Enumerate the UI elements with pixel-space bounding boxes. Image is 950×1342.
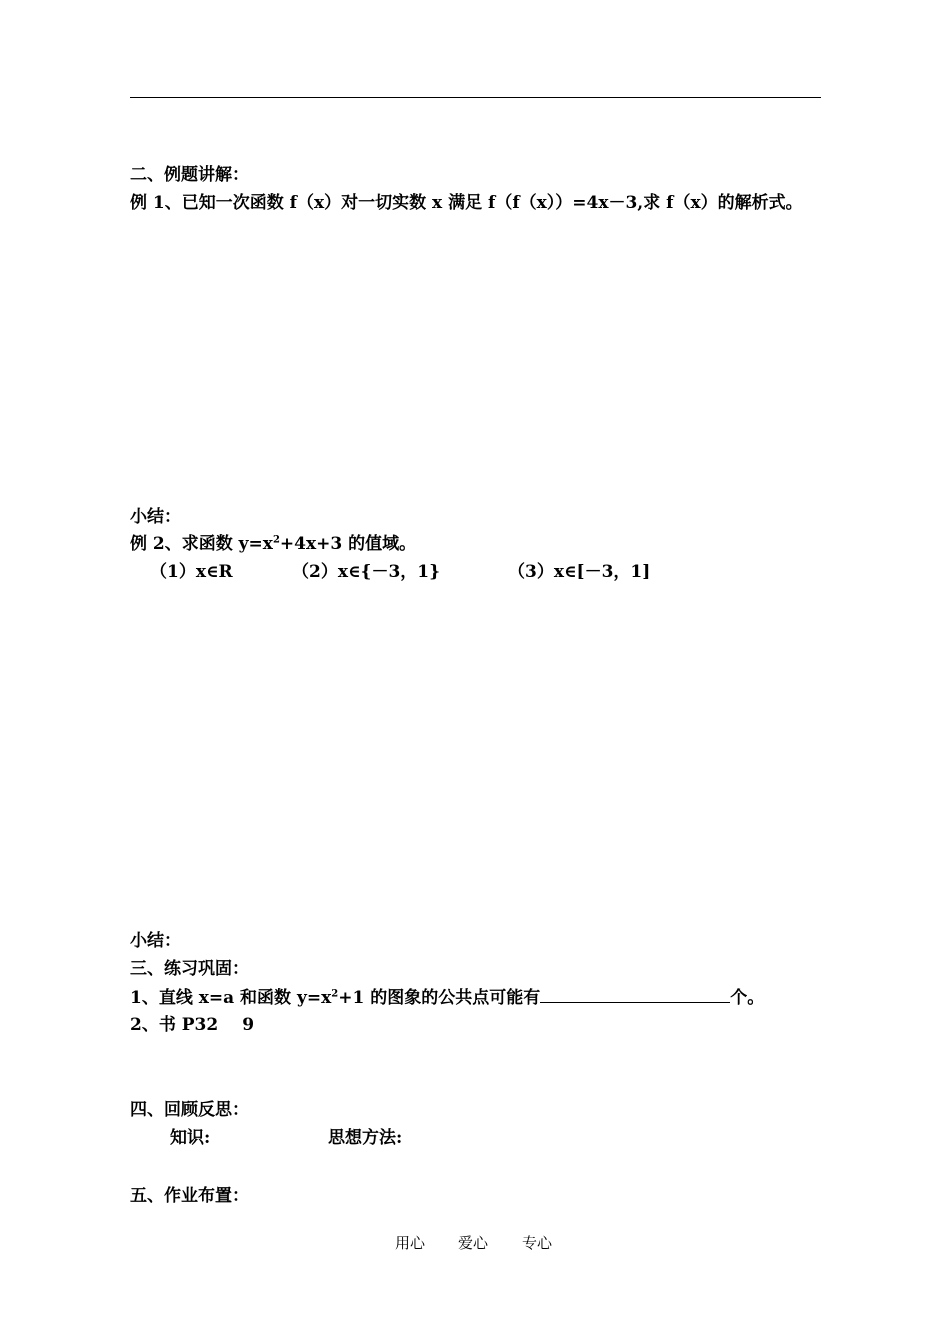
example-2-text bbox=[130, 533, 416, 555]
summary-2-label: 小结： bbox=[130, 931, 181, 951]
exercise-2-number: 9 bbox=[242, 1015, 255, 1035]
summary-1-label: 小结： bbox=[130, 507, 181, 527]
section-4-title: 四、回顾反思： bbox=[130, 1100, 249, 1120]
example-2-part-1: （1）x∈R bbox=[150, 562, 233, 582]
knowledge-label: 知识: bbox=[170, 1128, 211, 1148]
exercise-1-prefix: 1、直线 x=a 和函数 y=x bbox=[130, 988, 332, 1008]
footer-word-3: 专心 bbox=[522, 1234, 553, 1252]
exercise-2-text bbox=[130, 1014, 254, 1036]
exercise-1-answer-blank[interactable] bbox=[540, 986, 730, 1003]
exercise-1-exponent: 2 bbox=[331, 988, 339, 1000]
example-1-text: 例 1、已知一次函数 f（x）对一切实数 x 满足 f（f（x））=4x－3,求 f（x）的解析式。 bbox=[130, 193, 803, 213]
footer-word-1: 用心 bbox=[395, 1234, 426, 1252]
section-3-title: 三、练习巩固： bbox=[130, 959, 249, 979]
example-2-prefix: 例 2、求函数 y=x bbox=[130, 534, 273, 554]
example-2-part-3: （3）x∈[－3，1] bbox=[508, 562, 651, 582]
methods-label: 思想方法: bbox=[328, 1128, 403, 1148]
example-2-suffix: +4x+3 的值域。 bbox=[279, 534, 417, 554]
example-2-exponent: 2 bbox=[272, 534, 280, 546]
exercise-1-middle: +1 的图象的公共点可能有 bbox=[338, 988, 541, 1008]
exercise-2-label: 2、书 P32 bbox=[130, 1015, 219, 1035]
exercise-1-suffix: 个。 bbox=[730, 988, 765, 1008]
footer-word-2: 爱心 bbox=[458, 1234, 489, 1252]
section-2-title: 二、例题讲解： bbox=[130, 165, 249, 185]
exercise-1-text bbox=[130, 986, 764, 1009]
section-5-title: 五、作业布置： bbox=[130, 1186, 249, 1206]
example-2-part-2: （2）x∈{－3，1} bbox=[292, 562, 441, 582]
header-rule bbox=[130, 97, 821, 98]
